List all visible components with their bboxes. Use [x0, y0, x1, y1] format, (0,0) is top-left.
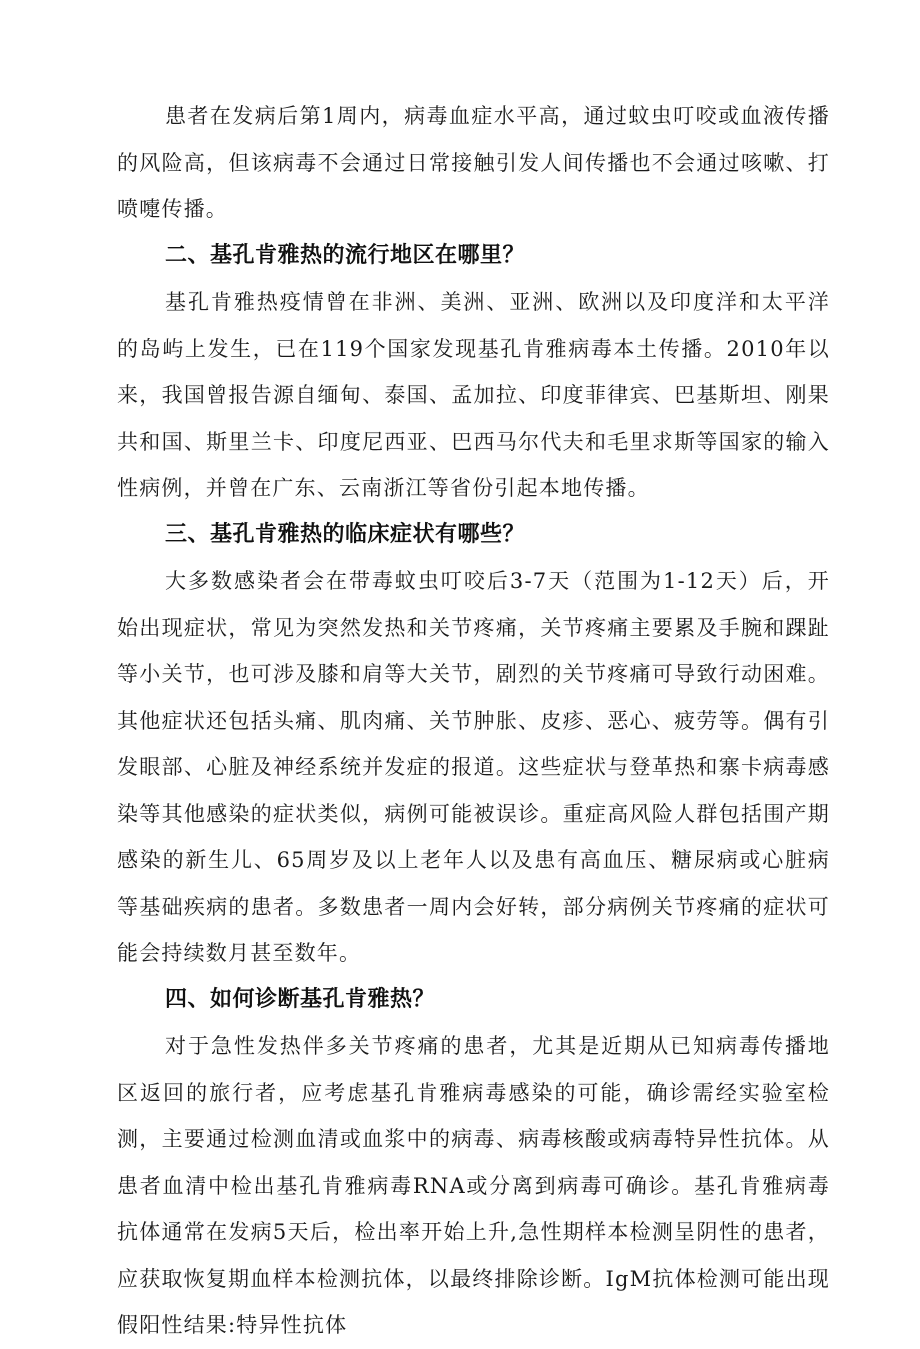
section-heading-clinical-symptoms: 三、基孔肯雅热的临床症状有哪些？ — [165, 521, 526, 547]
paragraph-transmission-risk: 患者在发病后第1周内，病毒血症水平高，通过蚊虫叮咬或血液传播的风险高，但该病毒不会通过日常接触引发人间传播也不会通过咳嗽、打喷嚏传播。 — [117, 104, 830, 221]
paragraph-epidemic-areas: 基孔肯雅热疫情曾在非洲、美洲、亚洲、欧洲以及印度洋和太平洋的岛屿上发生，已在119个国家发现基孔肯雅病毒本土传播。2010年以来，我国曾报告源自缅甸、泰国、孟加拉、印度菲律宾、巴基斯坦、刚果共和国、斯里兰卡、印度尼西亚、巴西马尔代夫和毛里求斯等国家的输入性病例，并曾在广东、云南浙江等省份引起本地传播。 — [117, 290, 830, 500]
paragraph-clinical-symptoms: 大多数感染者会在带毒蚊虫叮咬后3-7天（范围为1-12天）后，开始出现症状，常见为突然发热和关节疼痛，关节疼痛主要累及手腕和踝趾等小关节，也可涉及膝和肩等大关节，剧烈的关节疼痛可导致行动困难。其他症状还包括头痛、肌肉痛、关节肿胀、皮疹、恶心、疲劳等。偶有引发眼部、心脏及神经系统并发症的报道。这些症状与登革热和寨卡病毒感染等其他感染的症状类似，病例可能被误诊。重症高风险人群包括围产期感染的新生儿、65周岁及以上老年人以及患有高血压、糖尿病或心脏病等基础疾病的患者。多数患者一周内会好转，部分病例关节疼痛的症状可能会持续数月甚至数年。 — [117, 569, 830, 965]
section-heading-diagnosis: 四、如何诊断基孔肯雅热？ — [165, 986, 436, 1012]
section-heading-epidemic-areas: 二、基孔肯雅热的流行地区在哪里？ — [165, 242, 526, 268]
paragraph-diagnosis: 对于急性发热伴多关节疼痛的患者，尤其是近期从已知病毒传播地区返回的旅行者，应考虑基孔肯雅病毒感染的可能，确诊需经实验室检测，主要通过检测血清或血浆中的病毒、病毒核酸或病毒特异性抗体。从患者血清中检出基孔肯雅病毒RNA或分离到病毒可确诊。基孔肯雅病毒抗体通常在发病5天后，检出率开始上升,急性期样本检测呈阴性的患者，应获取恢复期血样本检测抗体，以最终排除诊断。IgM抗体检测可能出现假阳性结果:特异性抗体 — [117, 1034, 830, 1337]
